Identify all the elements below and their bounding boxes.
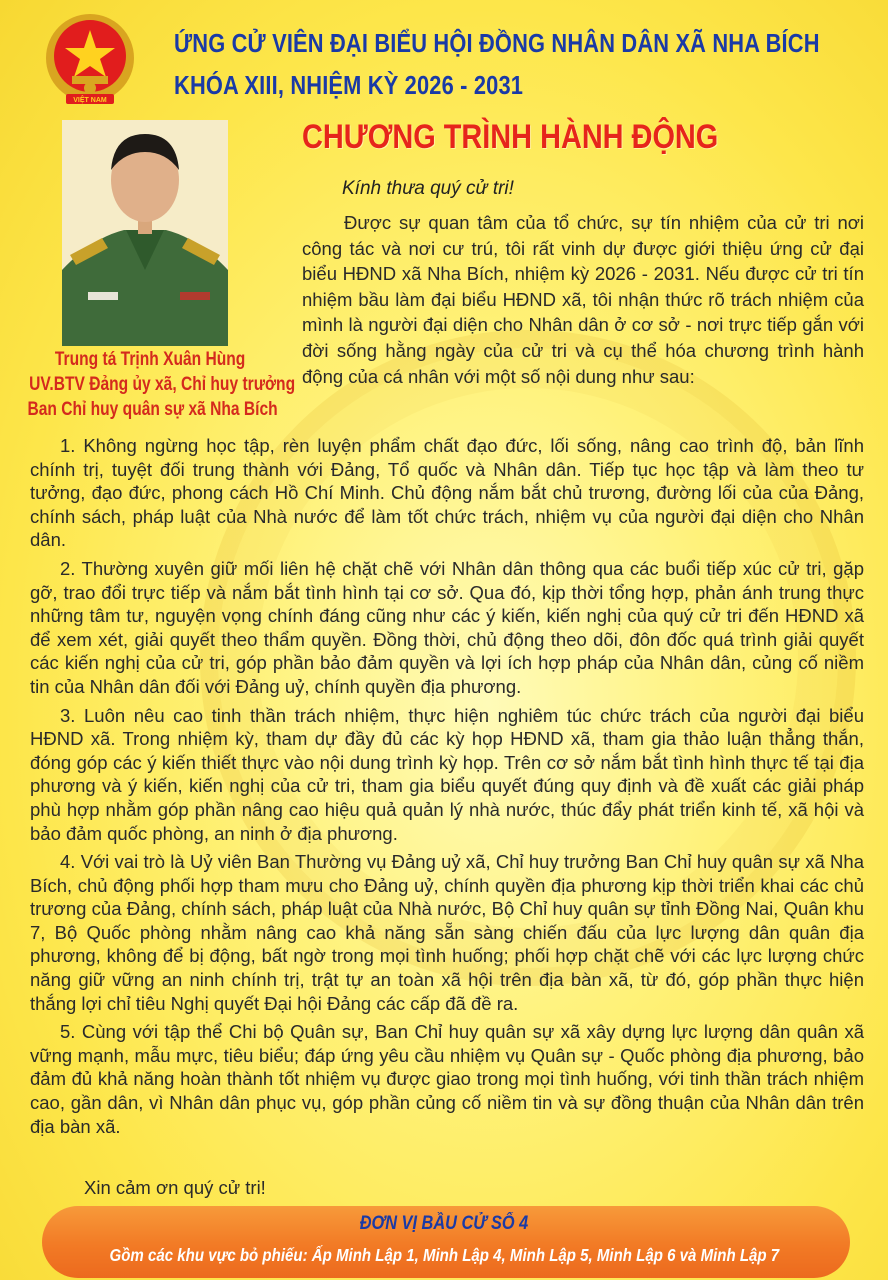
footer-subtitle	[0, 1245, 888, 1266]
action-point-1: 1. Không ngừng học tập, rèn luyện phẩm chất đạo đức, lối sống, nâng cao trình độ, bản lĩnh chính trị, tuyệt đối trung thành với Đảng, Tổ quốc và Nhân dân. Tiếp tục học tập và làm theo tư tưởng, đạo đức, phong cách Hồ Chí Minh. Chủ động nắm bắt chủ trương, đường lối của của Đảng, chính sách, pháp luật của Nhà nước để làm tốt chức trách, nhiệm vụ của người đại diện cho Nhân dân.	[30, 435, 864, 551]
footer-title	[0, 1213, 888, 1235]
header-title-line2: KHÓA XIII, NHIỆM KỲ 2026 - 2031	[174, 70, 524, 100]
candidate-title-line2	[0, 399, 300, 421]
header-title-line1: ỨNG CỬ VIÊN ĐẠI BIỂU HỘI ĐỒNG NHÂN DÂN XÃ NHA BÍCH	[174, 28, 820, 58]
action-point-3: 3. Luôn nêu cao tinh thần trách nhiệm, thực hiện nghiêm túc chức trách của người đại biểu HĐND xã. Trong nhiệm kỳ, tham dự đầy đủ các kỳ họp HĐND xã, tham gia thảo luận thẳng thắn, đóng góp các ý kiến thiết thực vào nội dung trình kỳ họp. Trên cơ sở nắm bắt tình hình thực tế tại địa phương và ý kiến, kiến nghị của cử tri, tham gia biểu quyết đúng quy định và đề xuất các giải pháp phù hợp nhằm góp phần nâng cao hiệu quả quản lý nhà nước, thúc đẩy phát triển kinh tế, xã hội và bảo đảm quốc phòng, an ninh ở địa phương.	[30, 704, 864, 844]
intro-paragraph: Được sự quan tâm của tổ chức, sự tín nhiệm của cử tri nơi công tác và nơi cư trú, tôi rất vinh dự được giới thiệu ứng cử đại biểu HĐND xã Nha Bích, nhiệm kỳ 2026 - 2031. Nếu được cử tri tín nhiệm bầu làm đại biểu HĐND xã, tôi nhận thức rõ trách nhiệm của mình là người đại diện cho Nhân dân ở cơ sở - nơi trực tiếp gắn với đời sống hằng ngày của cử tri và cụ thể hóa chương trình hành động của cá nhân với một số nội dung như sau:	[302, 212, 864, 387]
footer-subtitle-text: Gồm các khu vực bỏ phiếu: Ấp Minh Lập 1, Minh Lập 4, Minh Lập 5, Minh Lập 6 và Minh Lập 7	[109, 1245, 779, 1265]
national-emblem-icon	[40, 10, 140, 110]
action-point-4: 4. Với vai trò là Uỷ viên Ban Thường vụ Đảng uỷ xã, Chỉ huy trưởng Ban Chỉ huy quân sự xã Nha Bích, chủ động phối hợp tham mưu cho Đảng uỷ, chính quyền địa phương kịp thời triển khai các chủ trương của Đảng, chính sách, pháp luật của Nhà nước, Bộ Chỉ huy quân sự tỉnh Đồng Nai, Quân khu 7, Bộ Quốc phòng nhằm nâng cao khả năng sẵn sàng chiến đấu của lực lượng dân quân địa phương, không để bị động, bất ngờ trong mọi tình huống; phối hợp chặt chẽ với các lực lượng chức năng giữ vững an ninh chính trị, trật tự an toàn xã hội trên địa bàn xã, từ đó, góp phần thực hiện thắng lợi chỉ tiêu Nghị quyết Đại hội Đảng các cấp đã đề ra.	[30, 851, 864, 1014]
salutation: Kính thưa quý cử tri!	[342, 178, 514, 199]
candidate-portrait	[62, 120, 228, 346]
section-title: CHƯƠNG TRÌNH HÀNH ĐỘNG	[302, 118, 719, 156]
action-point-2: 2. Thường xuyên giữ mối liên hệ chặt chẽ với Nhân dân thông qua các buổi tiếp xúc cử tri, gặp gỡ, trao đổi trực tiếp và nắm bắt tình hình tại cơ sở. Qua đó, kịp thời tổng hợp, phản ánh trung thực những tâm tư, nguyện vọng chính đáng cũng như các ý kiến, kiến nghị của quý cử tri đến HĐND xã để xem xét, giải quyết theo thẩm quyền. Đồng thời, chủ động theo dõi, đôn đốc quá trình giải quyết các kiến nghị của cử tri, góp phần bảo đảm quyền và lợi ích hợp pháp của Nhân dân, củng cố niềm tin của Nhân dân đối với Đảng uỷ, chính quyền địa phương.	[30, 557, 864, 697]
candidate-photo-icon	[62, 120, 228, 346]
candidate-title-line1	[0, 374, 300, 396]
closing-line: Xin cảm ơn quý cử tri!	[84, 1177, 266, 1198]
emblem-label: VIỆT NAM	[73, 97, 107, 104]
candidate-title-line2-text: Ban Chỉ huy quân sự xã Nha Bích	[27, 399, 278, 420]
footer-title-text: ĐƠN VỊ BẦU CỬ SỐ 4	[359, 1213, 529, 1234]
candidate-title-line1-text: UV.BTV Đảng ủy xã, Chỉ huy trưởng	[29, 374, 296, 395]
action-point-5: 5. Cùng với tập thể Chi bộ Quân sự, Ban Chỉ huy quân sự xã xây dựng lực lượng dân quân xã vững mạnh, mẫu mực, tiêu biểu; đáp ứng yêu cầu nhiệm vụ Quân sự - Quốc phòng địa phương, bảo đảm đủ khả năng hoàn thành tốt nhiệm vụ được giao trong mọi tình huống, với tinh thần trách nhiệm cao, gần dân, vì Nhân dân phục vụ, góp phần củng cố niềm tin và sự đồng thuận của Nhân dân trên địa bàn xã.	[30, 1021, 864, 1137]
candidate-name-text: Trung tá Trịnh Xuân Hùng	[54, 349, 246, 370]
candidate-name	[0, 349, 300, 371]
action-points	[30, 434, 864, 1143]
